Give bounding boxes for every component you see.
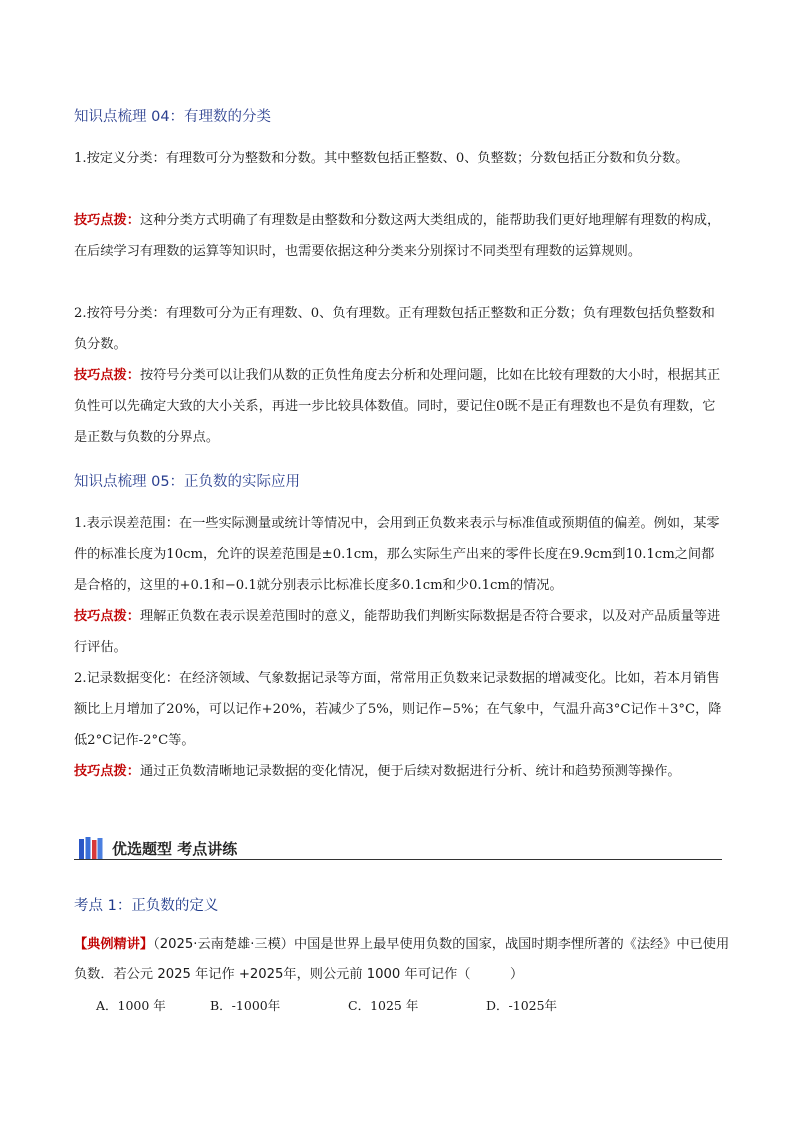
option-b[interactable]: B．-1000年 bbox=[210, 998, 281, 1013]
tip-label: 技巧点拨： bbox=[74, 764, 140, 779]
s04-tip-2 bbox=[74, 360, 724, 453]
tip-text: 通过正负数清晰地记录数据的变化情况，便于后续对数据进行分析、统计和趋势预测等操作。 bbox=[139, 764, 681, 779]
s05-paragraph-1: 1.表示误差范围：在一些实际测量或统计等情况中，会用到正负数来表示与标准值或预期值的偏差。例如，某零件的标准长度为10cm，允许的误差范围是±0.1cm，那么实际生产出来的零件长度在9.9cm到10.1cm之间都是合格的，这里的+0.1和−0.1就分别表示比标准长度多0.1cm和少0.1cm的情况。 bbox=[74, 516, 720, 593]
section-04-heading: 知识点梳理 04：有理数的分类 bbox=[74, 109, 272, 125]
option-d[interactable]: D．-1025年 bbox=[486, 998, 558, 1013]
tip-text: 理解正负数在表示误差范围时的意义，能帮助我们判断实际数据是否符合要求，以及对产品质量等进行评估。 bbox=[74, 609, 721, 655]
s04-paragraph-2: 2.按符号分类：有理数可分为正有理数、0、负有理数。正有理数包括正整数和正分数；负有理数包括负整数和负分数。 bbox=[74, 306, 715, 352]
tip-label: 技巧点拨： bbox=[74, 368, 140, 383]
section-banner bbox=[74, 832, 722, 862]
section-05-heading: 知识点梳理 05：正负数的实际应用 bbox=[74, 474, 301, 490]
s05-paragraph-2: 2.记录数据变化：在经济领域、气象数据记录等方面，常常用正负数来记录数据的增减变化。比如，若本月销售额比上月增加了20%，可以记作+20%，若减少了5%，则记作−5%；在气象中，气温升高3°C记作＋3°C，降低2°C记作-2°C等。 bbox=[74, 671, 722, 748]
option-c[interactable]: C．1025 年 bbox=[348, 998, 419, 1013]
example-tag: 【典例精讲】 bbox=[74, 937, 154, 952]
tip-text: 按符号分类可以让我们从数的正负性角度去分析和处理问题，比如在比较有理数的大小时，根据其正负性可以先确定大致的大小关系，再进一步比较具体数值。同时，要记住0既不是正有理数也不是负有理数，它是正数与负数的分界点。 bbox=[74, 368, 721, 445]
tip-label: 技巧点拨： bbox=[74, 609, 140, 624]
banner-title: 优选题型 考点讲练 bbox=[112, 840, 238, 858]
banner-underline bbox=[74, 859, 722, 861]
s05-tip-1 bbox=[74, 601, 724, 663]
topic-heading: 考点 1：正负数的定义 bbox=[74, 898, 219, 914]
example-question bbox=[74, 930, 734, 990]
books-icon bbox=[78, 836, 104, 860]
s05-tip-2 bbox=[74, 756, 724, 787]
s04-paragraph-1: 1.按定义分类：有理数可分为整数和分数。其中整数包括正整数、0、负整数；分数包括正分数和负分数。 bbox=[74, 151, 689, 166]
option-a[interactable]: A．1000 年 bbox=[96, 998, 166, 1013]
example-text: （2025·云南楚雄·三模）中国是世界上最早使用负数的国家，战国时期李悝所著的《法经》中已使用负数．若公元 2025 年记作 +2025年，则公元前 1000 年可记作（ ） bbox=[74, 937, 730, 982]
tip-label: 技巧点拨： bbox=[74, 213, 140, 228]
s04-tip-1 bbox=[74, 205, 724, 267]
tip-text: 这种分类方式明确了有理数是由整数和分数这两大类组成的，能帮助我们更好地理解有理数的构成，在后续学习有理数的运算等知识时，也需要依据这种分类来分别探讨不同类型有理数的运算规则。 bbox=[74, 213, 721, 259]
